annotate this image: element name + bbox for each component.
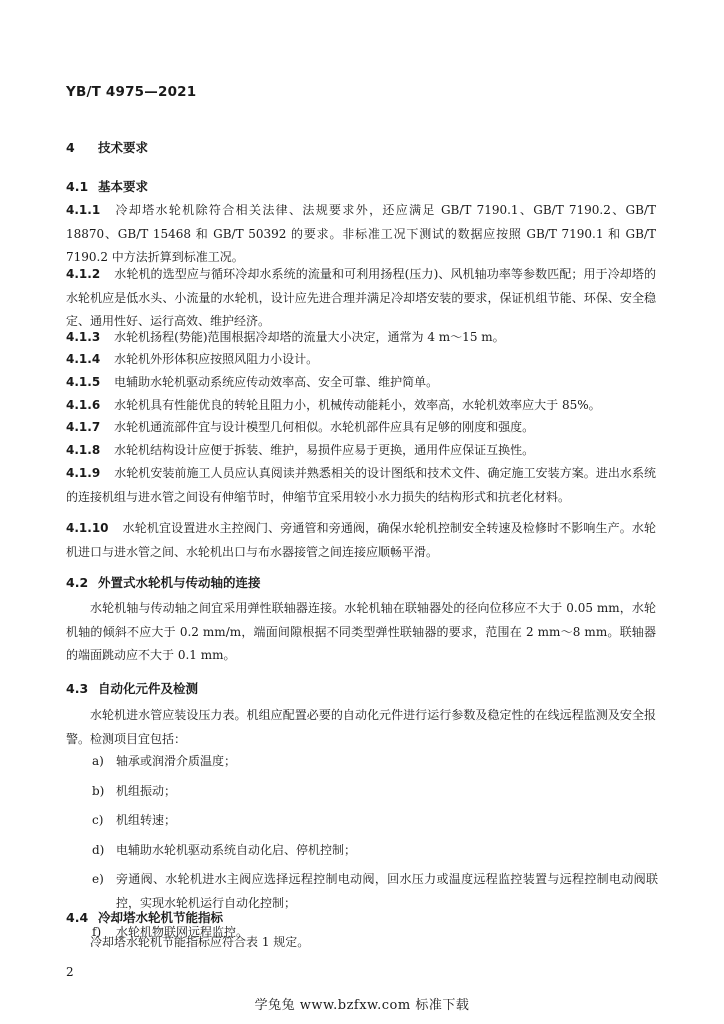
clause-text: 水轮机外形体积应按照风阻力小设计。 (114, 352, 319, 366)
list-item-text: 机组转速； (116, 813, 177, 827)
clause-text: 水轮机结构设计应便于拆装、维护，易损件应易于更换，通用件应保证互换性。 (114, 443, 535, 457)
section-4-3-text: 水轮机进水管应装设压力表。机组应配置必要的自动化元件进行运行参数及稳定性的在线远程监测及安全报警。检测项目宜包括： (66, 708, 656, 746)
clause-number: 4.1.6 (66, 398, 101, 412)
clause-number: 4.1.2 (66, 267, 101, 281)
clause-4-1-3 (66, 326, 656, 350)
clause-4-1-1 (66, 199, 656, 270)
section-4-4-text: 冷却塔水轮机节能指标应符合表 1 规定。 (90, 935, 310, 949)
list-item (92, 750, 658, 774)
list-item (92, 780, 658, 804)
section-number: 4 (66, 140, 75, 155)
section-title: 技术要求 (98, 140, 149, 155)
section-4-3-heading (66, 679, 198, 697)
list-marker: d) (92, 842, 105, 857)
clause-4-1-9 (66, 462, 656, 509)
section-4-4-heading (66, 908, 223, 926)
list-marker: c) (92, 813, 104, 827)
list-item-text: 旁通阀、水轮机进水主阀应选择远程控制电动阀，回水压力或温度远程监控装置与远程控制电动阀联控，实现水轮机运行自动化控制； (116, 872, 658, 910)
clause-number: 4.1.8 (66, 443, 101, 457)
clause-text: 水轮机通流部件宜与设计模型几何相似。水轮机部件应具有足够的刚度和强度。 (114, 420, 535, 434)
clause-number: 4.1.5 (66, 375, 101, 389)
clause-number: 4.1.10 (66, 521, 109, 535)
clause-4-1-2 (66, 263, 656, 334)
list-item (92, 839, 658, 863)
clause-4-1-7 (66, 416, 656, 440)
section-4-2-heading (66, 573, 261, 591)
clause-4-1-4 (66, 348, 656, 372)
list-item-text: 机组振动； (116, 783, 177, 798)
list-item-text: 电辅助水轮机驱动系统自动化启、停机控制； (116, 842, 357, 857)
section-number: 4.2 (66, 575, 89, 590)
clause-text: 水轮机的选型应与循环冷却水系统的流量和可利用扬程(压力)、风机轴功率等参数匹配；用于冷却塔的水轮机应是低水头、小流量的水轮机，设计应先进合理并满足冷却塔安装的要求，保证机组节能、环保、安全稳定、通用性好、运行高效、维护经济。 (66, 267, 656, 328)
section-title: 基本要求 (98, 179, 149, 194)
clause-text: 水轮机具有性能优良的转轮且阻力小，机械传动能耗小，效率高，水轮机效率应大于 85%。 (114, 398, 601, 412)
page-number: 2 (66, 965, 74, 979)
clause-number: 4.1.4 (66, 352, 101, 366)
footer-watermark: 学兔兔 www.bzfxw.com 标准下载 (254, 998, 470, 1013)
section-4-heading (66, 138, 148, 156)
section-number: 4.3 (66, 681, 89, 696)
list-marker: f) (92, 925, 102, 939)
section-4-2-text: 水轮机轴与传动轴之间宜采用弹性联轴器连接。水轮机轴在联轴器处的径向位移应不大于 0.05 mm，水轮机轴的倾斜不应大于 0.2 mm/m，端面间隙根据不同类型弹性联轴器的要求，范围在 2 mm～8 mm。联轴器的端面跳动应不大于 0.1 mm。 (66, 601, 656, 662)
list-item-text: 轴承或润滑介质温度； (116, 754, 237, 768)
clause-text: 冷却塔水轮机除符合相关法律、法规要求外，还应满足 GB/T 7190.1、GB/T 7190.2、GB/T 18870、GB/T 15468 和 GB/T 50392 的要求。非标准工况下测试的数据应按照 GB/T 7190.1 和 GB/T 7190.2 中方法折算到标准工况。 (66, 203, 656, 264)
section-title: 冷却塔水轮机节能指标 (98, 910, 224, 925)
clause-4-1-8 (66, 439, 656, 463)
clause-number: 4.1.1 (66, 203, 101, 217)
clause-4-1-5 (66, 371, 656, 395)
section-title: 外置式水轮机与传动轴的连接 (98, 575, 261, 590)
clause-text: 水轮机扬程(势能)范围根据冷却塔的流量大小决定，通常为 4 m～15 m。 (114, 330, 505, 344)
list-marker: b) (92, 783, 105, 798)
list-item (92, 809, 658, 833)
clause-number: 4.1.3 (66, 330, 101, 344)
clause-number: 4.1.9 (66, 466, 101, 480)
standard-code: YB/T 4975—2021 (66, 84, 197, 100)
section-number: 4.4 (66, 910, 89, 925)
clause-number: 4.1.7 (66, 420, 101, 434)
section-number: 4.1 (66, 179, 89, 194)
list-marker: e) (92, 872, 104, 886)
clause-text: 水轮机宜设置进水主控阀门、旁通管和旁通阀，确保水轮机控制安全转速及检修时不影响生产。水轮机进口与进水管之间、水轮机出口与布水器接管之间连接应顺畅平滑。 (66, 521, 656, 559)
section-4-1-heading (66, 177, 148, 195)
clause-4-1-6 (66, 394, 656, 418)
clause-text: 水轮机安装前施工人员应认真阅读并熟悉相关的设计图纸和技术文件、确定施工安装方案。进出水系统的连接机组与进水管之间设有伸缩节时，伸缩节宜采用较小水力损失的结构形式和抗老化材料。 (66, 466, 656, 504)
section-title: 自动化元件及检测 (98, 681, 199, 696)
list-item-text: 水轮机物联网远程监控。 (116, 925, 249, 939)
clause-text: 电辅助水轮机驱动系统应传动效率高、安全可靠、维护简单。 (114, 375, 439, 389)
clause-4-1-10 (66, 517, 656, 564)
list-marker: a) (92, 754, 104, 768)
